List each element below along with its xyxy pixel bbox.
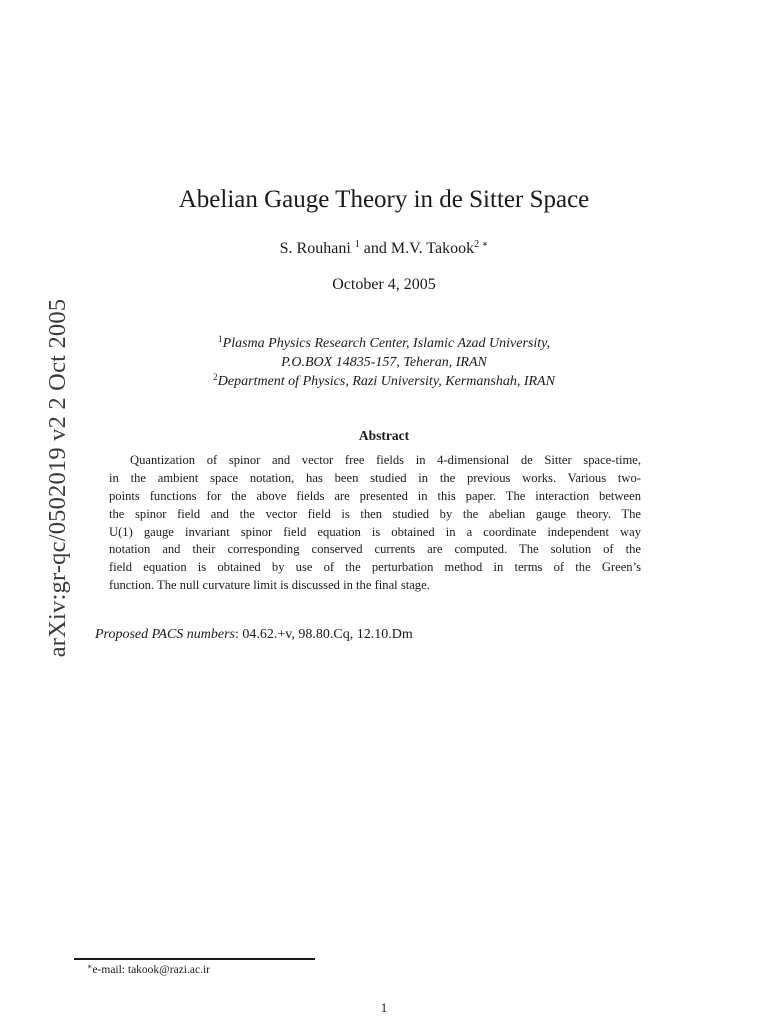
pacs-label: Proposed PACS numbers	[95, 627, 235, 642]
footnote-rule	[74, 958, 315, 960]
abstract-line: the spinor field and the vector field is then studied by the abelian gauge theory. The	[109, 506, 641, 521]
abstract-line: U(1) gauge invariant spinor field equation is obtained in a coordinate independent way	[109, 524, 641, 539]
abstract-line: field equation is obtained by use of the perturbation method in terms of the Green’s	[109, 560, 641, 575]
affiliation-line	[0, 335, 768, 353]
affiliation-line	[0, 373, 768, 391]
arxiv-identifier-stamp: arXiv:gr-qc/0502019 v2 2 Oct 2005	[44, 298, 71, 658]
footnote-email: e-mail: takook@razi.ac.ir	[92, 964, 210, 976]
abstract-line: points functions for the above fields are presented in this paper. The interaction between	[109, 488, 641, 503]
footnote	[87, 963, 210, 978]
pacs-numbers	[95, 626, 413, 644]
pacs-values: : 04.62.+v, 98.80.Cq, 12.10.Dm	[235, 627, 413, 642]
paper-title: Abelian Gauge Theory in de Sitter Space	[178, 186, 590, 213]
author-name: M.V. Takook	[390, 240, 475, 257]
page-number: 1	[380, 1000, 388, 1015]
abstract-line: function. The null curvature limit is discussed in the final stage.	[109, 578, 430, 593]
affiliation-mark: 2	[213, 373, 218, 383]
affiliation-text: Department of Physics, Razi University, Kermanshah, IRAN	[217, 374, 555, 389]
affiliation-text: Plasma Physics Research Center, Islamic Azad University,	[222, 336, 551, 351]
paper-date: October 4, 2005	[332, 276, 436, 293]
author-name: S. Rouhani	[279, 240, 351, 257]
abstract-line: Quantization of spinor and vector free fields in 4-dimensional de Sitter space-time,	[130, 453, 641, 467]
affiliation-text: P.O.BOX 14835-157, Teheran, IRAN	[281, 355, 487, 370]
affiliation-mark: 2 ∗	[474, 239, 489, 250]
author-connector: and	[363, 240, 387, 257]
abstract-heading: Abstract	[358, 428, 410, 443]
affiliation-mark: 1	[354, 239, 360, 250]
abstract-body	[109, 452, 641, 595]
abstract-line: notation and their corresponding conserved currents are computed. The solution of the	[109, 542, 641, 557]
affiliation-line	[0, 354, 768, 372]
affiliation-mark: 1	[217, 335, 223, 345]
author-line	[0, 238, 768, 260]
abstract-line: in the ambient space notation, has been studied in the previous works. Various two-	[109, 470, 641, 485]
footnote-mark: ∗	[87, 962, 93, 971]
